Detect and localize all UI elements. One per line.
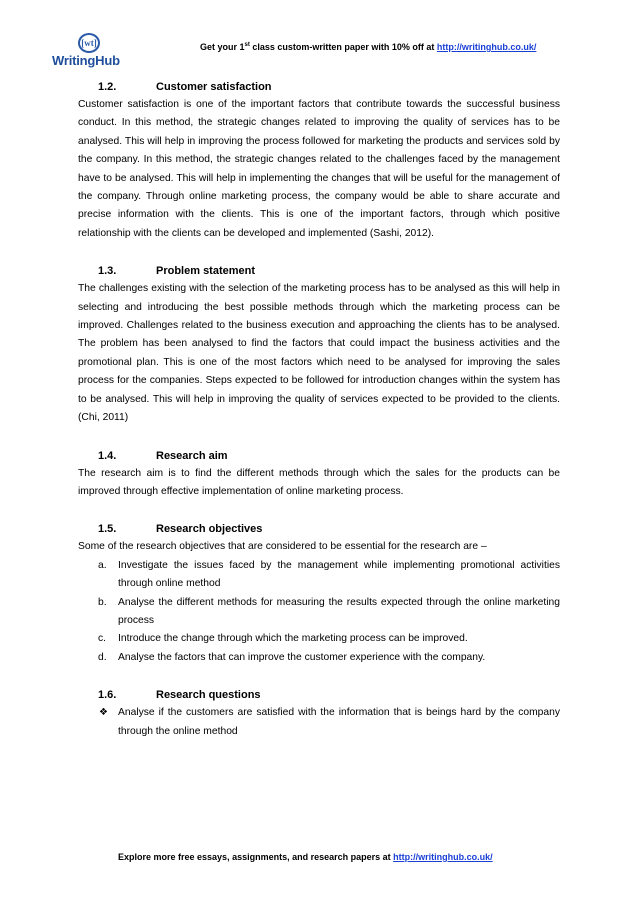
list-item-text: Analyse the factors that can improve the customer experience with the company. bbox=[118, 651, 486, 663]
logo-emblem: [wt] bbox=[78, 33, 100, 53]
section-title: Problem statement bbox=[156, 265, 256, 278]
section-number: 1.2. bbox=[98, 81, 117, 93]
section-paragraph-research-aim: The research aim is to find the different methods through which the sales for the products can be improved through effective implementation of online marketing process. bbox=[78, 467, 560, 497]
section-title: Research objectives bbox=[156, 523, 263, 536]
list-item-text: Analyse the different methods for measuring the results expected through the online marketing process bbox=[118, 596, 560, 626]
objectives-list bbox=[78, 557, 560, 667]
promo-superscript: st bbox=[244, 42, 250, 48]
logo-word-hub: Hub bbox=[95, 53, 120, 68]
section-number: 1.4. bbox=[98, 449, 117, 462]
document-body bbox=[78, 78, 560, 741]
list-item-text: Investigate the issues faced by the management while implementing promotional activities through online method bbox=[118, 559, 560, 590]
list-item bbox=[78, 594, 560, 631]
promo-prefix: Get your 1 bbox=[200, 42, 245, 52]
diamond-bullet-icon: ❖ bbox=[99, 707, 108, 719]
section-heading-customer-satisfaction bbox=[78, 78, 560, 96]
section-heading-research-objectives bbox=[78, 520, 560, 538]
list-marker: d. bbox=[98, 651, 107, 663]
section-number: 1.5. bbox=[98, 523, 117, 536]
list-marker: b. bbox=[98, 596, 107, 608]
section-title: Customer satisfaction bbox=[156, 81, 272, 93]
list-marker: a. bbox=[98, 559, 107, 571]
header-link[interactable]: http://writinghub.co.uk/ bbox=[436, 42, 537, 52]
footer-link[interactable]: http://writinghub.co.uk/ bbox=[393, 852, 493, 862]
section-heading-problem-statement bbox=[78, 262, 560, 280]
header-promo bbox=[200, 42, 600, 52]
section-paragraph-customer-satisfaction: Customer satisfaction is one of the important factors that contribute towards the successful business conduct. In this method, the strategic changes related to improving the quality of services has to be analysed. This will help in improving the process followed for marketing the products and services sold by the company. In this method, the strategic changes related to the challenges faced by the management have to be analysed. This will help in implementing the changes that will be useful for the management of the company. Through online marketing process, the company would be able to share accurate and precise information with the clients. This is one of the important factors, through which positive relationship with the clients can be developed and implemented (Sashi, 2012). bbox=[78, 99, 560, 239]
list-item bbox=[78, 630, 560, 648]
section-heading-research-aim bbox=[78, 447, 560, 465]
logo-word-writing: Writing bbox=[52, 53, 96, 68]
writinghub-logo[interactable] bbox=[52, 33, 124, 73]
section-title: Research aim bbox=[156, 449, 228, 462]
promo-suffix: class custom-written paper with 10% off at bbox=[249, 42, 437, 52]
list-item bbox=[78, 557, 560, 594]
section-number: 1.3. bbox=[98, 265, 117, 278]
list-marker: c. bbox=[98, 633, 107, 645]
list-item-text: Analyse if the customers are satisfied with the information that is beings hard by the company through the online method bbox=[118, 707, 560, 737]
list-item-text: Introduce the change through which the marketing process can be improved. bbox=[118, 633, 468, 645]
list-item bbox=[78, 649, 560, 667]
objectives-intro: Some of the research objectives that are considered to be essential for the research are – bbox=[78, 541, 487, 553]
section-number: 1.6. bbox=[98, 689, 117, 702]
footer-prefix: Explore more free essays, assignments, and research papers at bbox=[118, 852, 394, 862]
section-title: Research questions bbox=[156, 689, 261, 702]
logo-wordmark bbox=[52, 53, 132, 68]
section-heading-research-questions bbox=[78, 686, 560, 704]
list-item bbox=[78, 704, 560, 741]
footer-promo bbox=[118, 852, 538, 862]
section-paragraph-problem-statement: The challenges existing with the selection of the marketing process has to be analysed as this will help in selecting and introducing the best possible methods through which the marketing process can be improved. Challenges related to the business execution and approaching the clients has to be analysed. The problem has been analysed to find the factors that could impact the business activities and the promotional plan. This is one of the most factors which need to be analysed for improving the sales process for the companies. Steps expected to be followed for introduction changes within the system has to be analysed. This will help in improving the quality of services expected to be provided to the clients. (Chi, 2011) bbox=[78, 283, 560, 424]
